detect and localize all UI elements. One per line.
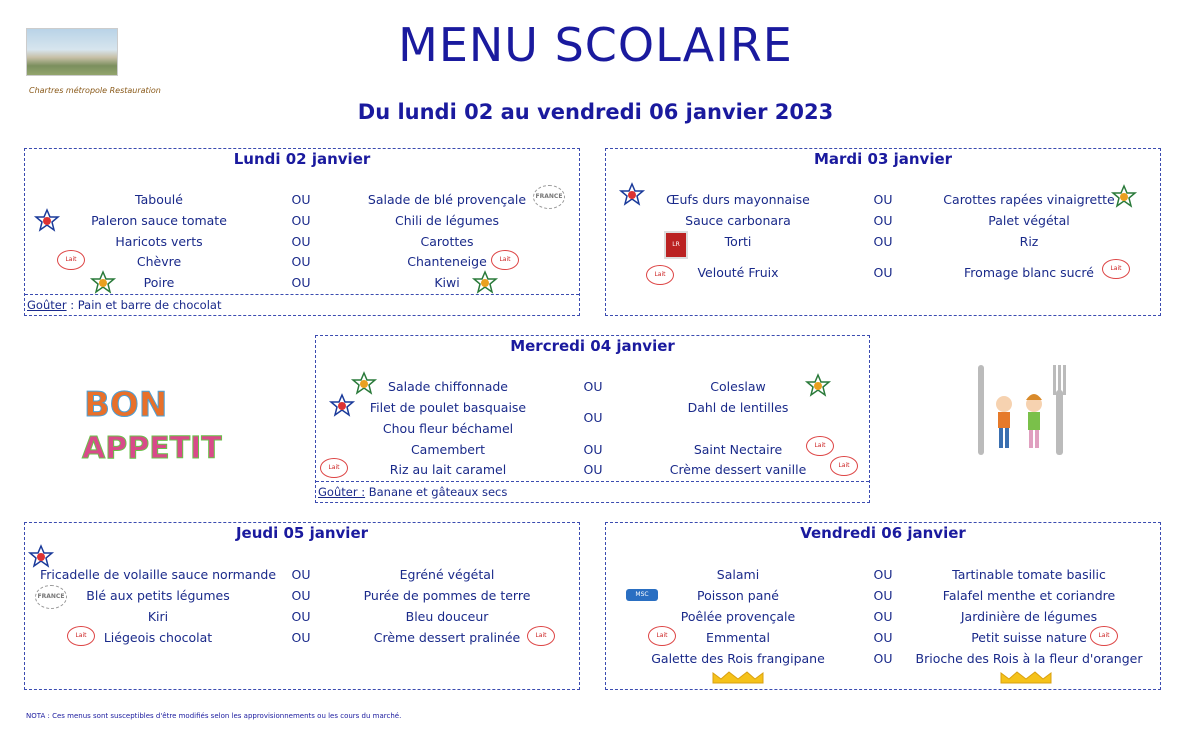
menu-item: Bleu douceur [405,609,489,624]
star-label-icon [29,545,53,567]
menu-item: Salade chiffonnade [388,379,508,394]
menu-item: Œufs durs mayonnaise [666,192,810,207]
day-box-lundi [24,148,580,316]
menu-item: Salami [716,567,760,582]
fruit-label-icon [91,271,115,293]
menu-item: Velouté Fruix [697,265,779,280]
menu-item: Falafel menthe et coriandre [942,588,1116,603]
page-title: MENU SCOLAIRE [398,18,793,72]
separator: OU [873,588,893,603]
separator: OU [583,410,603,425]
separator: OU [873,234,893,249]
separator: OU [291,567,311,582]
menu-item: Poisson pané [697,588,779,603]
day-box-mercredi [315,335,870,503]
day-box-vendredi [605,522,1161,690]
bon-text: BON [84,385,168,425]
fruit-label-icon [473,271,497,293]
page-subtitle: Du lundi 02 au vendredi 06 janvier 2023 [357,100,834,124]
lait-icon: Lait [648,626,676,646]
lait-icon: Lait [806,436,834,456]
menu-row [25,565,579,585]
logo-caption: Chartres métropole Restauration [29,86,161,95]
menu-item: Riz [1019,234,1039,249]
separator: OU [583,462,603,477]
menu-row [316,377,869,397]
day-box-jeudi [24,522,580,690]
menu-item: Kiri [147,609,169,624]
menu-item: Crème dessert pralinée [373,630,521,645]
separator: OU [291,630,311,645]
footer-note: NOTA : Ces menus sont susceptibles d'être modifiés selon les approvisionnements ou les cours du marché. [26,712,402,720]
separator: OU [291,588,311,603]
lait-icon: Lait [1102,259,1130,279]
menu-row [316,419,869,439]
menu-row [606,607,1160,627]
separator: OU [291,275,311,290]
crown-icon [712,669,764,683]
menu-item: Tartinable tomate basilic [952,567,1106,582]
separator: OU [873,609,893,624]
star-label-icon [330,394,354,416]
gouter-line [25,294,579,315]
separator: OU [873,213,893,228]
menu-row [606,211,1160,231]
star-label-icon [35,209,59,231]
menu-row [25,232,579,252]
menu-row [606,190,1160,210]
day-box-mardi [605,148,1161,316]
menu-row [316,440,869,460]
lait-icon: Lait [527,626,555,646]
day-title: Jeudi 05 janvier [235,524,369,542]
separator: OU [583,379,603,394]
menu-item: Galette des Rois frangipane [651,651,825,666]
crown-icon [1000,669,1052,683]
menu-item: Camembert [410,442,486,457]
gouter-label: Goûter : [318,485,366,499]
day-title: Vendredi 06 janvier [800,524,966,542]
menu-item: Brioche des Rois à la fleur d'oranger [915,651,1143,666]
menu-item: Salade de blé provençale [367,192,527,207]
menu-item: Kiwi [434,275,460,290]
menu-item: Palet végétal [988,213,1070,228]
menu-item: Filet de poulet basquaise [369,400,527,415]
menu-row [606,628,1160,648]
menu-item: Petit suisse nature [971,630,1087,645]
gouter-text: Banane et gâteaux secs [365,485,508,499]
menu-item: Chèvre [136,254,182,269]
menu-item: Purée de pommes de terre [363,588,531,603]
gouter-text: : Pain et barre de chocolat [66,298,222,312]
menu-item: Egréné végétal [399,567,495,582]
menu-row [25,607,579,627]
menu-item: Coleslaw [710,379,766,394]
separator: OU [873,265,893,280]
menu-item: Haricots verts [115,234,203,249]
menu-row [25,211,579,231]
star-label-icon [352,372,376,394]
origine-france-icon: FRANCE [533,185,565,209]
star-label-icon [1112,185,1136,207]
menu-item: Liégeois chocolat [103,630,213,645]
day-title: Mardi 03 janvier [813,150,953,168]
menu-row [606,586,1160,606]
menu-item: Jardinière de légumes [960,609,1098,624]
menu-item: Chanteneige [407,254,487,269]
menu-item: Dahl de lentilles [687,400,789,415]
star-label-icon [806,374,830,396]
menu-row [606,263,1160,283]
separator: OU [291,234,311,249]
origine-france-icon: FRANCE [35,585,67,609]
separator: OU [291,213,311,228]
lait-icon: Lait [491,250,519,270]
menu-item: Crème dessert vanille [669,462,807,477]
menu-row [606,649,1160,669]
lait-icon: Lait [320,458,348,478]
separator: OU [583,442,603,457]
menu-item: Paleron sauce tomate [91,213,227,228]
gouter-line [316,481,869,502]
menu-item: Fromage blanc sucré [964,265,1094,280]
menu-item: Fricadelle de volaille sauce normande [39,567,277,582]
menu-item: Chou fleur béchamel [382,421,514,436]
bon-appetit-illustration [80,380,222,466]
star-label-icon [620,183,644,205]
menu-row [606,232,1160,252]
menu-row [606,565,1160,585]
menu-item: Emmental [706,630,770,645]
menu-item: Blé aux petits légumes [86,588,230,603]
menu-item: Torti [724,234,752,249]
menu-row [25,586,579,606]
menu-item: Saint Nectaire [693,442,783,457]
day-title: Mercredi 04 janvier [510,337,675,355]
separator: OU [873,192,893,207]
menu-item: Riz au lait caramel [389,462,507,477]
appetit-text: APPETIT [82,431,222,466]
menu-item: Taboulé [135,192,183,207]
separator: OU [291,192,311,207]
menu-item: Chili de légumes [394,213,500,228]
separator: OU [873,567,893,582]
separator: OU [291,254,311,269]
separator: OU [873,630,893,645]
lait-icon: Lait [67,626,95,646]
gouter-label: Goûter [27,298,67,312]
menu-row [316,460,869,480]
separator: OU [291,609,311,624]
lait-icon: Lait [57,250,85,270]
separator: OU [873,651,893,666]
menu-item: Poêlée provençale [680,609,796,624]
menu-row [25,190,579,210]
menu-row [25,628,579,648]
lait-icon: Lait [1090,626,1118,646]
day-title: Lundi 02 janvier [233,150,371,168]
label-rouge-icon: LR [664,231,688,259]
kids-with-forks-illustration [968,360,1078,460]
lait-icon: Lait [830,456,858,476]
msc-label-icon: MSC [626,589,658,601]
menu-item: Sauce carbonara [685,213,791,228]
lait-icon: Lait [646,265,674,285]
menu-item: Poire [143,275,175,290]
menu-item: Carottes [420,234,474,249]
menu-item: Carottes rapées vinaigrette [943,192,1115,207]
